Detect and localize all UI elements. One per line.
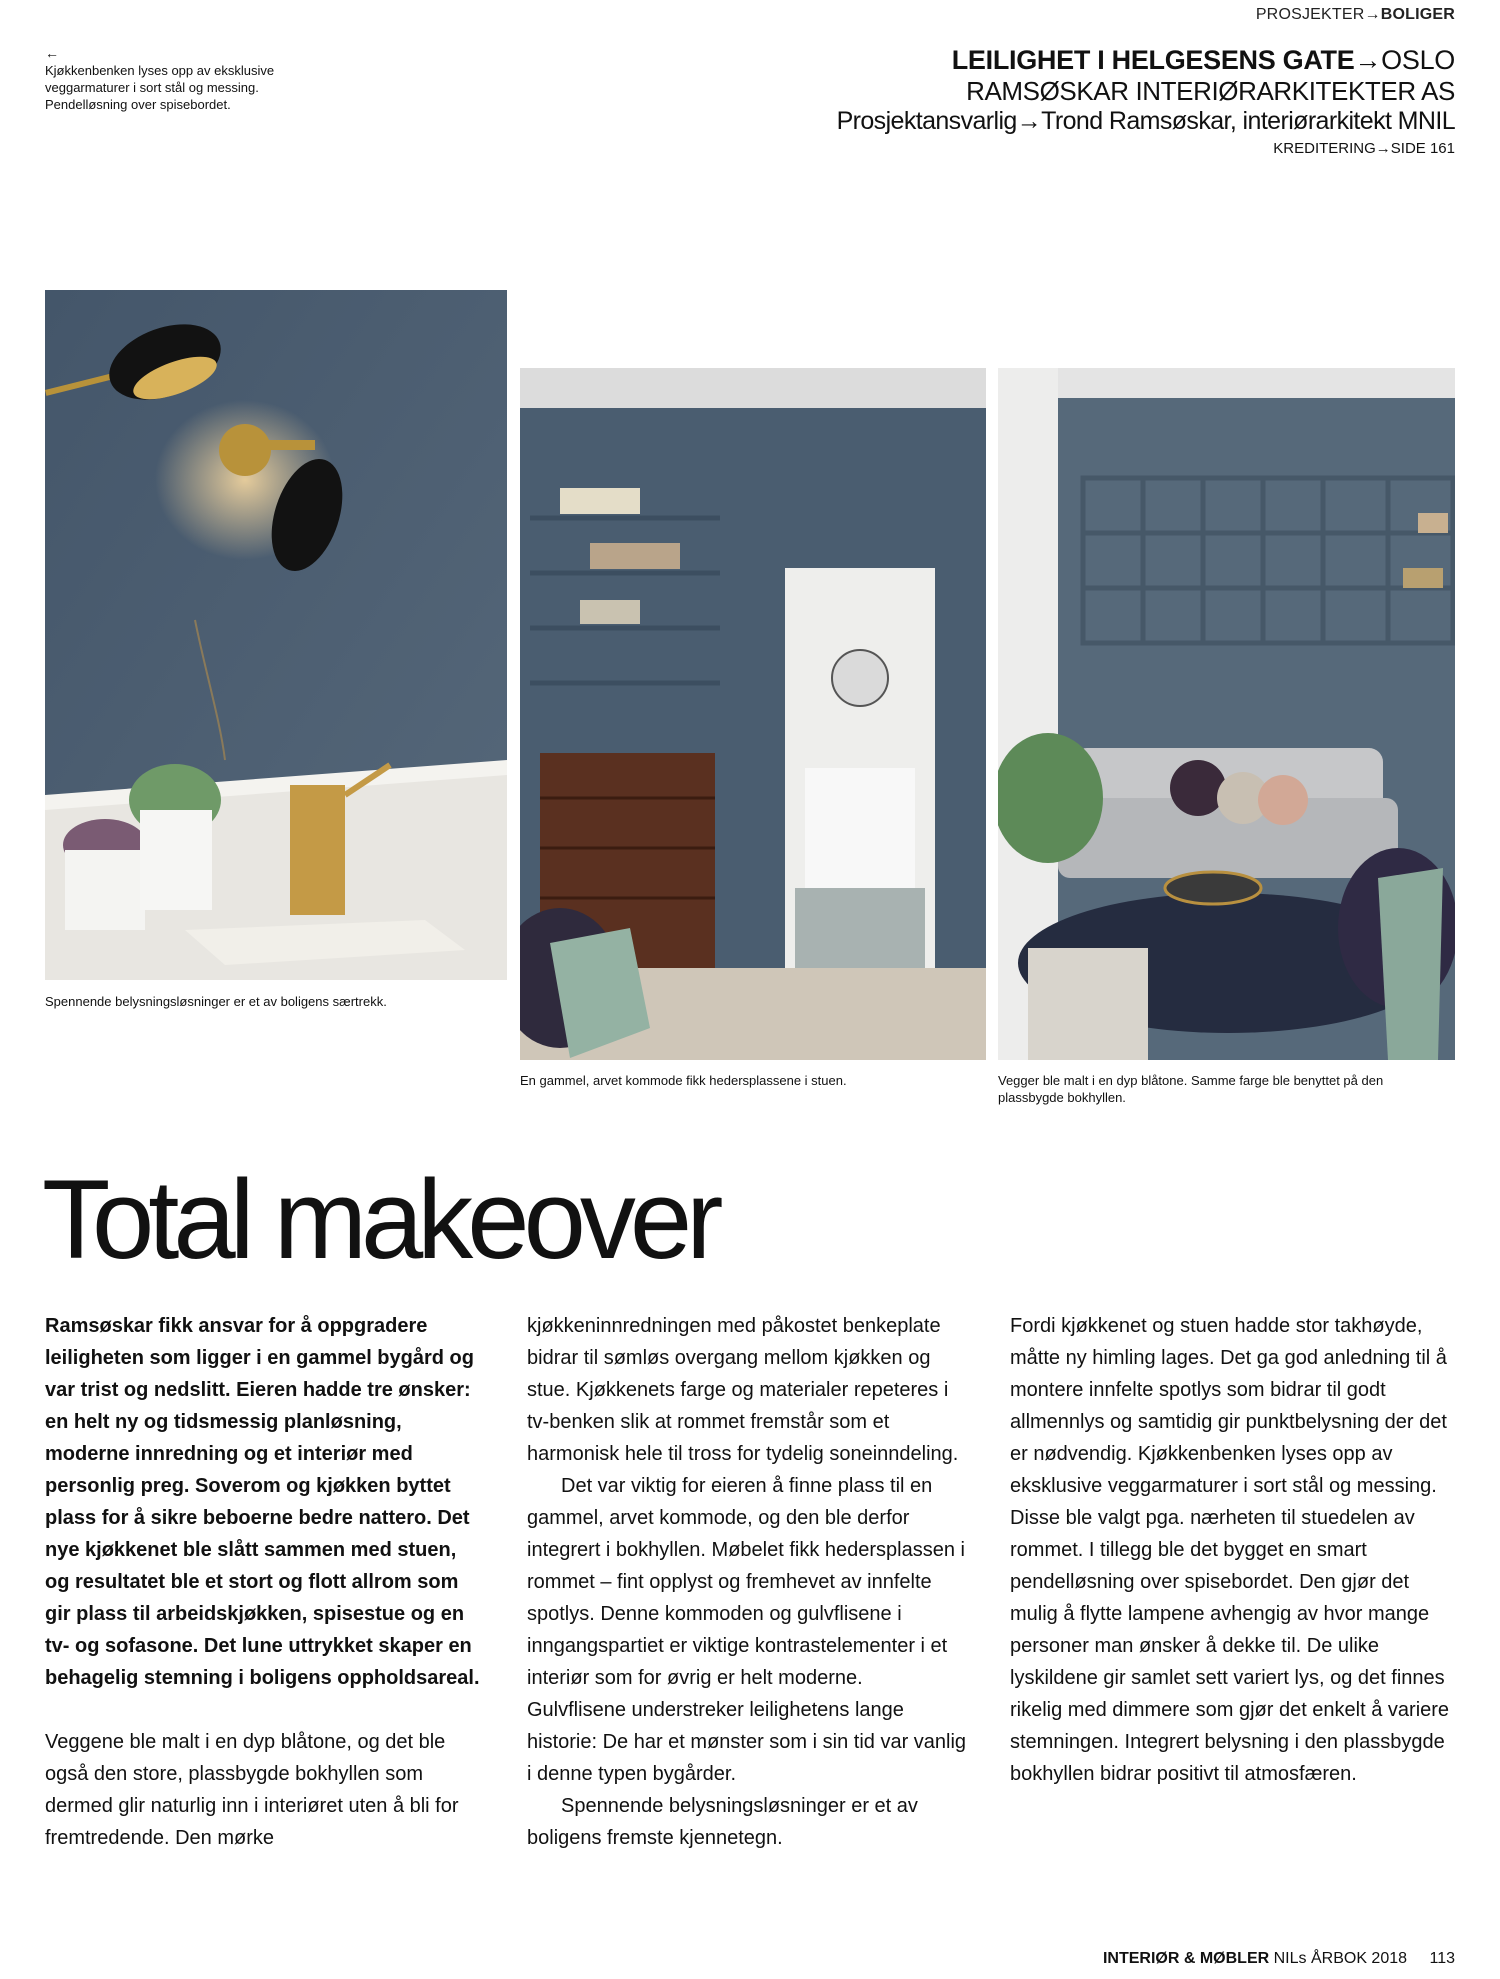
hallway-chest-photo bbox=[520, 368, 986, 1060]
article-column-2 bbox=[527, 1310, 967, 1854]
article-col2-paragraph-2: Det var viktig for eieren å finne plass til en gammel, arvet kommode, og den ble derfor integrert i bokhyllen. Møbelet fikk hedersplassen i rommet – fint opplyst og fremhevet av innfelte spotlys. Denne kommoden og gulvflisene i inngangspartiet er viktige kontrastelementer i et interiør som for øvrig er helt moderne. Gulvflisene understreker leilighetens lange historie: De har et mønster som i sin tid var vanlig i denne typen bygårder. bbox=[527, 1475, 967, 1785]
project-header bbox=[837, 44, 1455, 160]
credit-page: SIDE 161 bbox=[1390, 140, 1455, 157]
responsible-line bbox=[837, 106, 1455, 136]
responsible-name: Trond Ramsøskar, interiørarkitekt MNIL bbox=[1041, 107, 1455, 135]
article-column-3 bbox=[1010, 1310, 1450, 1790]
crumb-subsection: BOLIGER bbox=[1380, 6, 1455, 23]
top-caption-text: Kjøkkenbenken lyses opp av eksklusive veggarmaturer i sort stål og messing. Pendelløsning over spisebordet. bbox=[45, 63, 275, 112]
project-name: LEILIGHET I HELGESENS GATE bbox=[951, 45, 1355, 75]
project-city: OSLO bbox=[1381, 45, 1455, 75]
top-left-caption bbox=[45, 46, 325, 113]
page-number: 113 bbox=[1429, 1950, 1455, 1967]
living-room-photo bbox=[998, 368, 1455, 1060]
footer-magazine: INTERIØR & MØBLER bbox=[1102, 1950, 1270, 1967]
credit-line bbox=[837, 138, 1455, 160]
crumb-arrow: → bbox=[1364, 6, 1381, 23]
crumb-section: PROSJEKTER bbox=[1255, 6, 1365, 23]
responsible-label: Prosjektansvarlig bbox=[836, 107, 1017, 135]
project-title bbox=[837, 44, 1455, 76]
article-headline: Total makeover bbox=[42, 1157, 718, 1282]
hallway-photo-caption: En gammel, arvet kommode fikk hedersplassene i stuen. bbox=[520, 1073, 847, 1088]
footer-issue: NILs ÅRBOK 2018 bbox=[1273, 1950, 1408, 1967]
article-lead: Ramsøskar fikk ansvar for å oppgradere leiligheten som ligger i en gammel bygård og var trist og nedslitt. Eieren hadde tre ønsker: en helt ny og tidsmessig planløsning, moderne innredning og et interiør med personlig preg. Soverom og kjøkken byttet plass for å sikre beboerne bedre nattero. Det nye kjøkkenet ble slått sammen med stuen, og resultatet ble et stort og flott allrom som gir plass til arbeidskjøkken, spisestue og en tv- og sofasone. Det lune uttrykket skaper en behagelig stemning i boligens oppholdsareal. bbox=[45, 1315, 480, 1689]
left-arrow-icon: ← bbox=[45, 45, 59, 61]
page-footer bbox=[1103, 1950, 1455, 1968]
credit-arrow: → bbox=[1375, 140, 1391, 157]
article-column-1 bbox=[45, 1310, 485, 1854]
article-col2-paragraph-1: kjøkkeninnredningen med påkostet benkeplate bidrar til sømløs overgang mellom kjøkken og stue. Kjøkkenets farge og materialer repeteres i tv-benken slik at rommet fremstår som et harmonisk hele til tross for tydelig soneinndeling. bbox=[527, 1315, 959, 1465]
credit-label: KREDITERING bbox=[1273, 140, 1376, 157]
article-col1-paragraph: Veggene ble malt i en dyp blåtone, og det ble også den store, plassbygde bokhyllen som dermed glir naturlig inn i interiøret uten å bli for fremtredende. Den mørke bbox=[45, 1731, 459, 1849]
living-photo-caption: Vegger ble malt i en dyp blåtone. Samme farge ble benyttet på den plassbygde bokhyllen. bbox=[998, 1073, 1384, 1105]
article-col2-paragraph-3: Spennende belysningsløsninger er et av boligens fremste kjennetegn. bbox=[527, 1795, 918, 1849]
kitchen-lamps-photo bbox=[45, 290, 507, 980]
kitchen-photo-caption: Spennende belysningsløsninger er et av boligens særtrekk. bbox=[45, 994, 387, 1009]
section-breadcrumb bbox=[1256, 6, 1455, 24]
firm-name: RAMSØSKAR INTERIØRARKITEKTER AS bbox=[966, 76, 1455, 106]
article-col3-paragraph-1: Fordi kjøkkenet og stuen hadde stor takhøyde, måtte ny himling lages. Det ga god anledning til å montere innfelte spotlys som bidrar til godt allmennlys og samtidig gir punktbelysning der det er nødvendig. Kjøkkenbenken lyses opp av eksklusive veggarmaturer i sort stål og messing. Disse ble valgt pga. nærheten til stuedelen av rommet. I tillegg ble det bygget en smart pendelløsning over spisebordet. Den gjør det mulig å flytte lampene avhengig av hvor mange personer man ønsker å dekke til. De ulike lyskildene gir samlet sett variert lys, og det finnes rikelig med dimmere som gjør det enkelt å variere stemningen. Integrert belysning i den plassbygde bokhyllen bidrar positivt til atmosfæren. bbox=[1010, 1315, 1450, 1785]
project-arrow: → bbox=[1354, 45, 1382, 75]
responsible-arrow: → bbox=[1016, 107, 1042, 135]
